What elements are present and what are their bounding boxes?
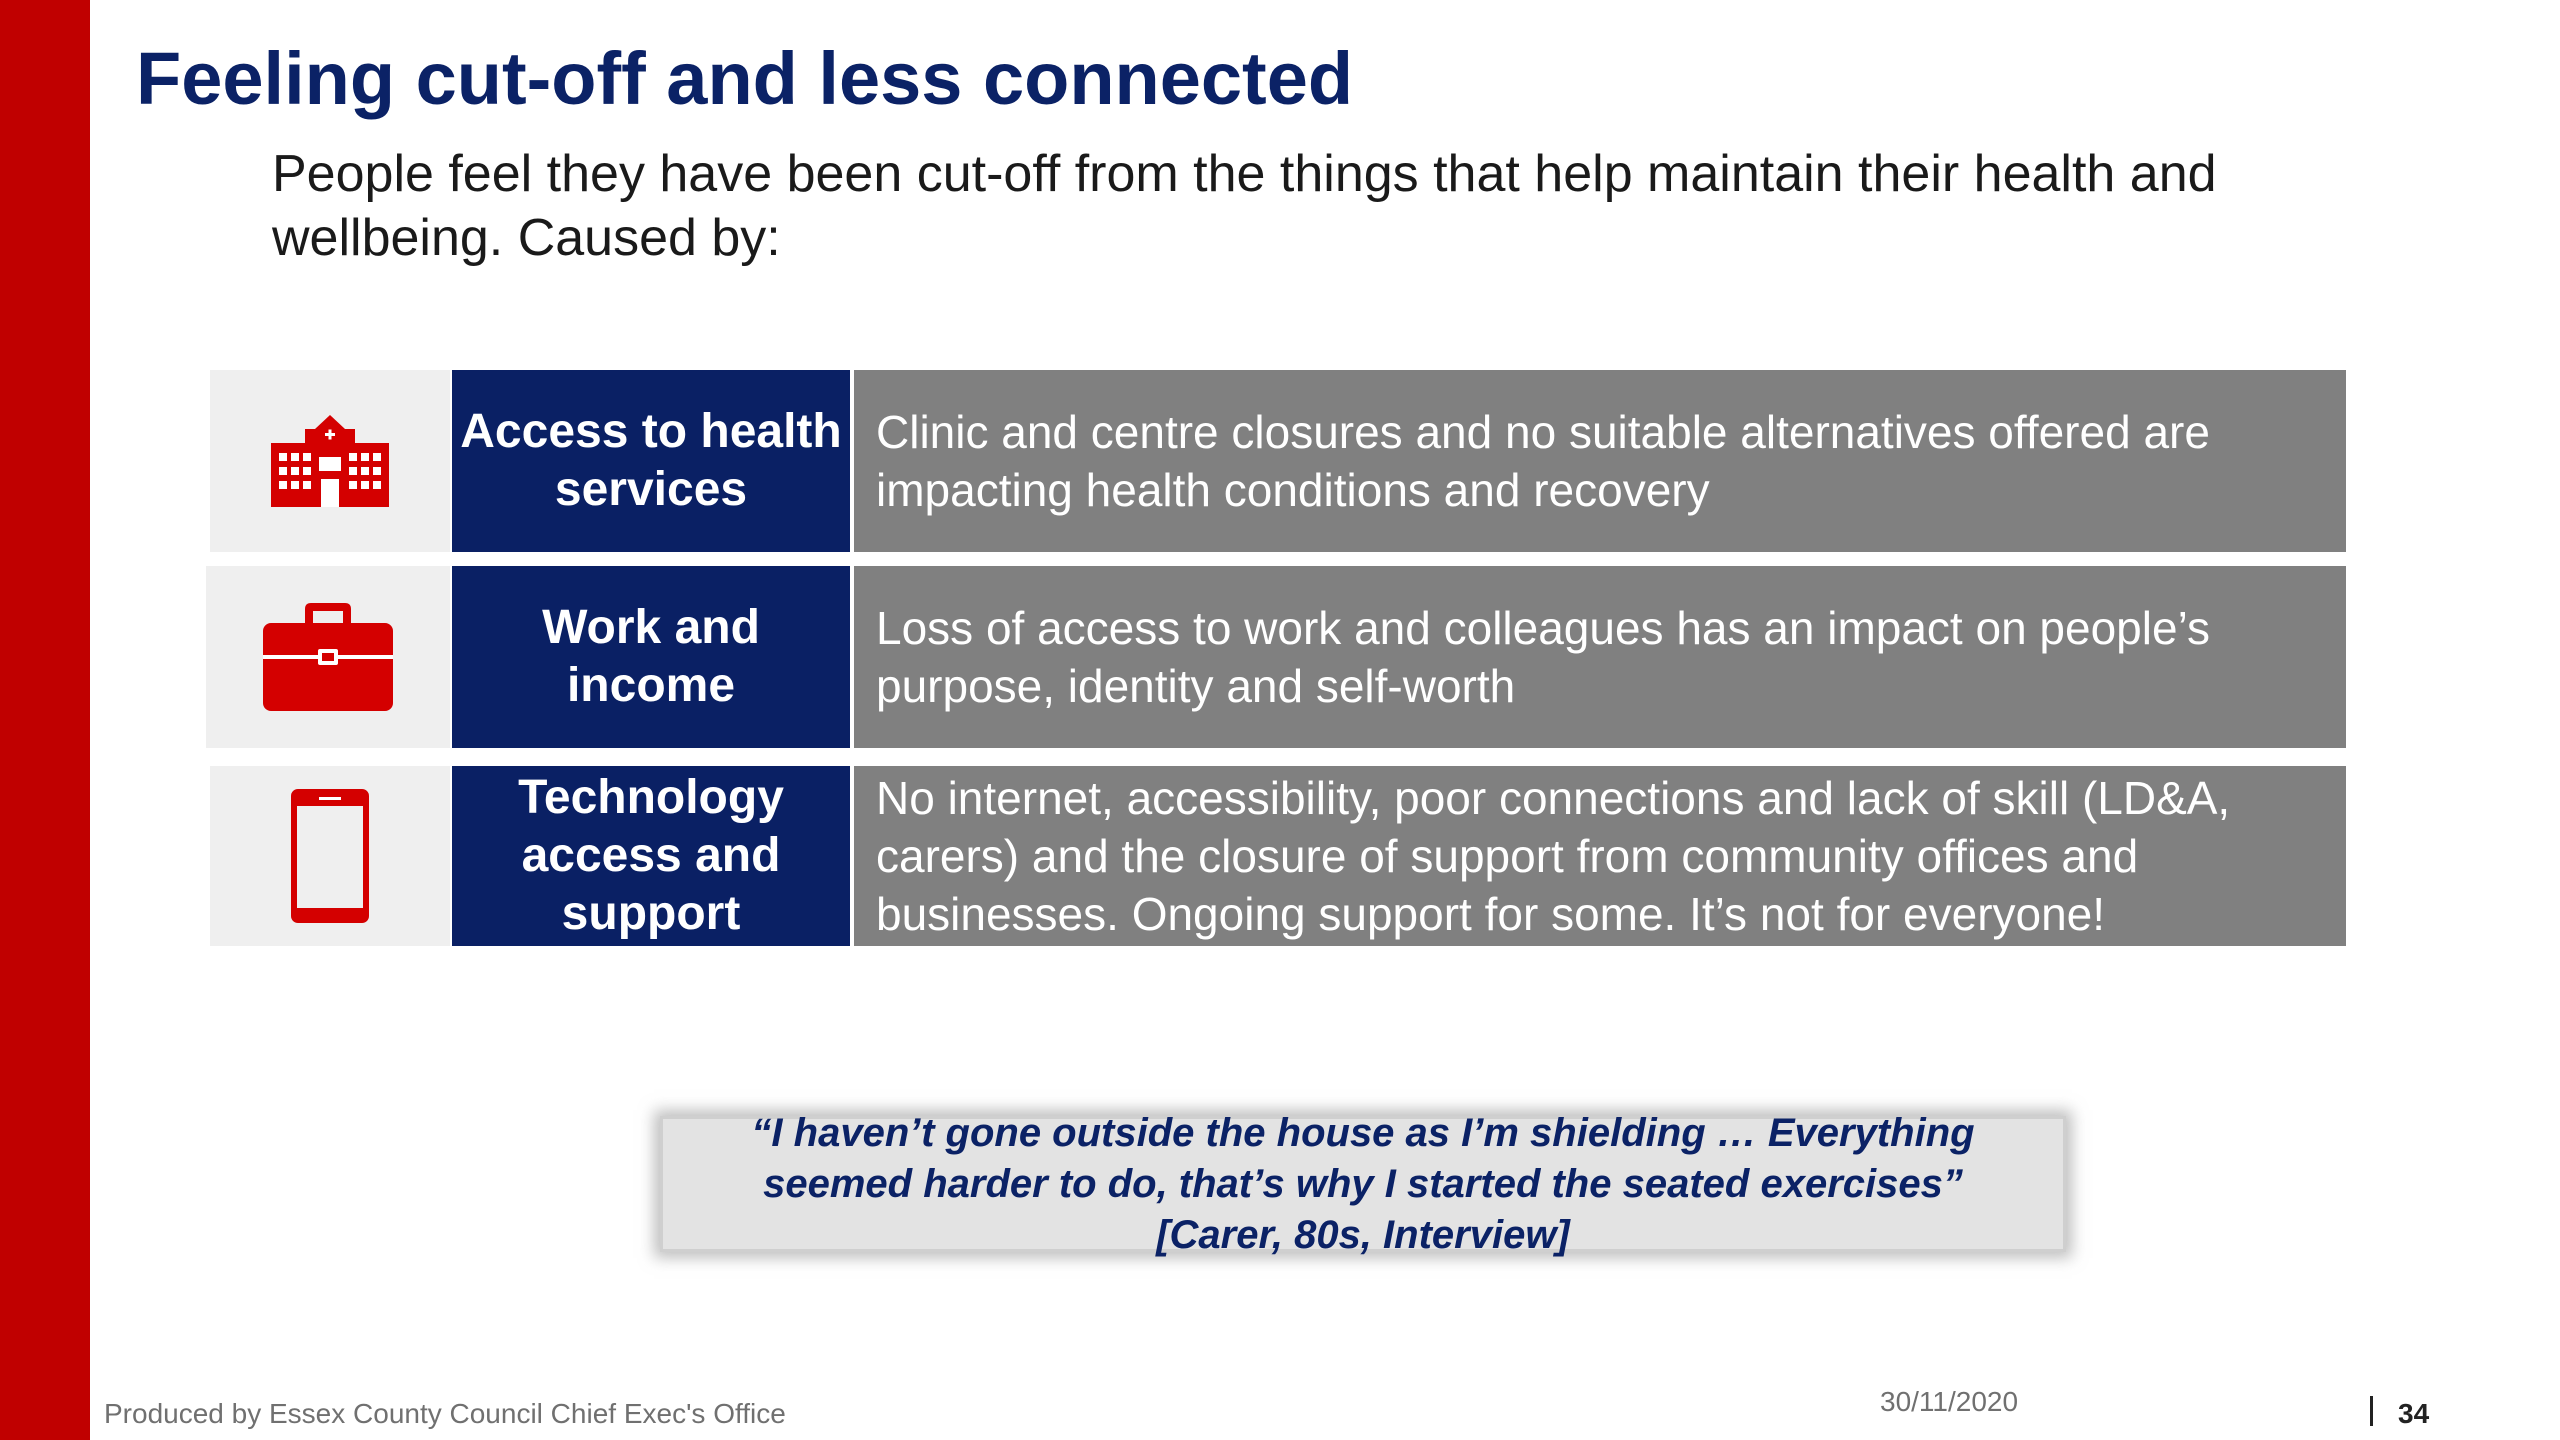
- quote-line-1: “I haven’t gone outside the house as I’m shielding … Everything: [751, 1110, 1975, 1155]
- quote-box: [660, 1110, 2066, 1257]
- page-title: Feeling cut-off and less connected: [136, 37, 1354, 120]
- page-number: 34: [2398, 1398, 2430, 1429]
- briefcase-icon: [263, 601, 393, 713]
- cause-row-work: [206, 566, 2346, 748]
- footer-separator: [2370, 1396, 2373, 1426]
- icon-cell: [206, 566, 450, 748]
- cause-label: Work and income: [452, 566, 850, 748]
- cause-label: Access to health services: [452, 370, 850, 552]
- footer-date: 30/11/2020: [1880, 1386, 2019, 1417]
- cause-description: Loss of access to work and colleagues has an impact on people’s purpose, identity and self-worth: [854, 566, 2346, 748]
- red-side-bar: [0, 0, 90, 1440]
- cause-row-health: [210, 370, 2346, 552]
- icon-cell: [210, 766, 450, 946]
- icon-cell: [210, 370, 450, 552]
- cause-description: No internet, accessibility, poor connections and lack of skill (LD&A, carers) and the closure of support from community offices and businesses. Ongoing support for some. It’s not for everyone!: [854, 766, 2346, 946]
- quote-attribution: [Carer, 80s, Interview]: [1156, 1212, 1570, 1257]
- page-subtitle: People feel they have been cut-off from the things that help maintain their health and wellbeing. Caused by:: [272, 145, 2217, 267]
- footer-producer: Produced by Essex County Council Chief Exec's Office: [104, 1398, 786, 1429]
- hospital-icon: [271, 413, 389, 509]
- cause-row-technology: [210, 766, 2346, 946]
- cause-label: Technology access and support: [452, 766, 850, 946]
- tablet-icon: [291, 789, 369, 923]
- cause-description: Clinic and centre closures and no suitable alternatives offered are impacting health conditions and recovery: [854, 370, 2346, 552]
- quote-line-2: seemed harder to do, that’s why I started the seated exercises”: [763, 1161, 1963, 1206]
